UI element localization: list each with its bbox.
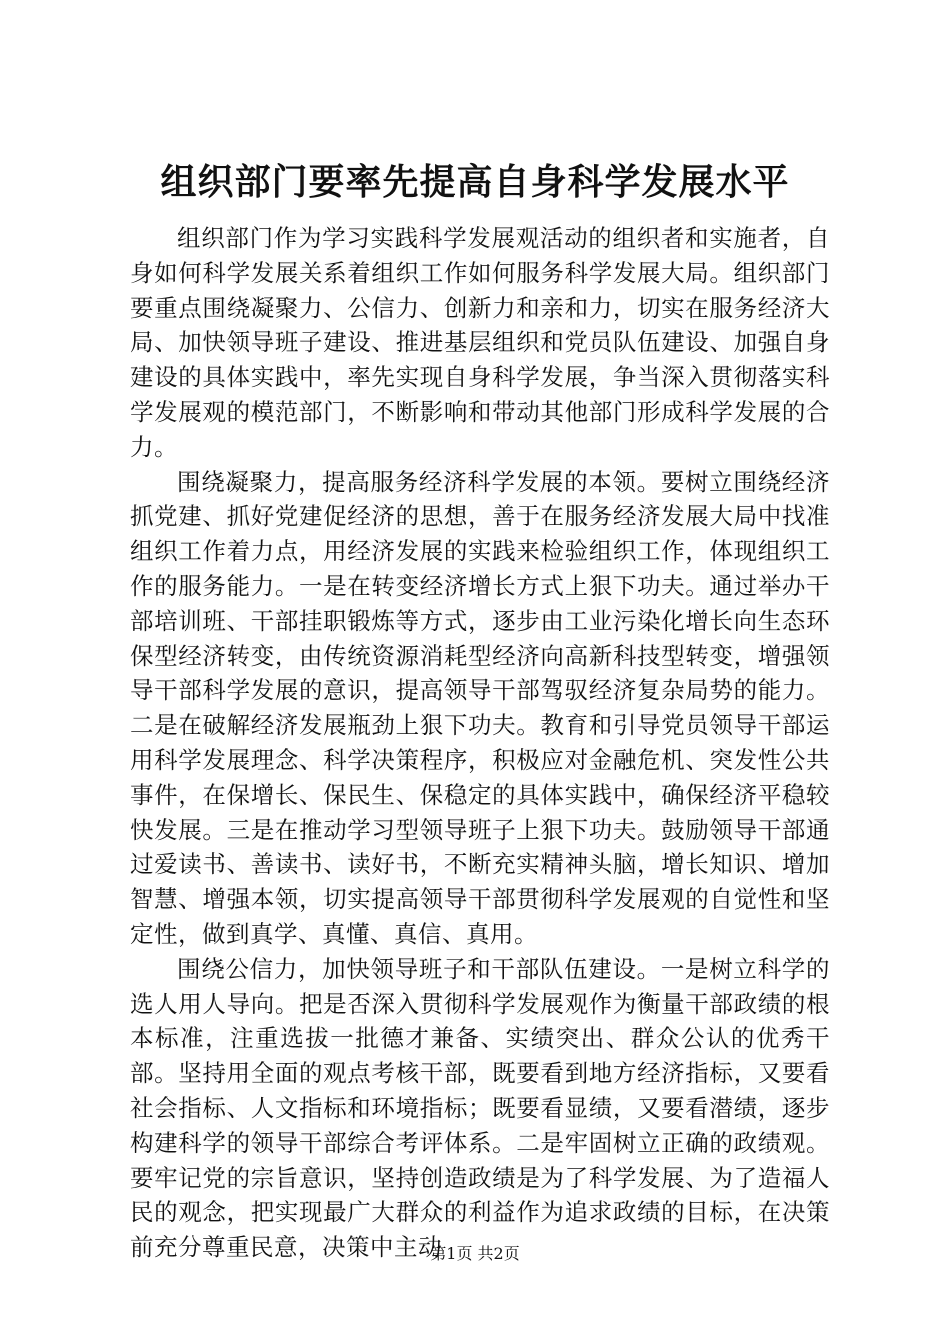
paragraph-intro: 组织部门作为学习实践科学发展观活动的组织者和实施者，自身如何科学发展关系着组织工作如何服务科学发展大局。组织部门要重点围绕凝聚力、公信力、创新力和亲和力，切实在服务经济大局、加快领导班子建设、推进基层组织和党员队伍建设、加强自身建设的具体实践中，率先实现自身科学发展，争当深入贯彻落实科学发展观的模范部门，不断影响和带动其他部门形成科学发展的合力。: [130, 224, 830, 461]
document-body: [130, 221, 830, 1265]
paragraph-cohesion: 围绕凝聚力，提高服务经济科学发展的本领。要树立围绕经济抓党建、抓好党建促经济的思想，善于在服务经济发展大局中找准组织工作着力点，用经济发展的实践来检验组织工作，体现组织工作的服务能力。一是在转变经济增长方式上狠下功夫。通过举办干部培训班、干部挂职锻炼等方式，逐步由工业污染化增长向生态环保型经济转变，由传统资源消耗型经济向高新科技型转变，增强领导干部科学发展的意识，提高领导干部驾驭经济复杂局势的能力。二是在破解经济发展瓶劲上狠下功夫。教育和引导党员领导干部运用科学发展理念、科学决策程序，积极应对金融危机、突发性公共事件，在保增长、保民生、保稳定的具体实践中，确保经济平稳较快发展。三是在推动学习型领导班子上狠下功夫。鼓励领导干部通过爱读书、善读书、读好书，不断充实精神头脑，增长知识、增加智慧、增强本领，切实提高领导干部贯彻科学发展观的自觉性和坚定性，做到真学、真懂、真信、真用。: [130, 467, 830, 948]
page-footer: 第1页 共2页: [430, 1244, 520, 1263]
paragraph-credibility: 围绕公信力，加快领导班子和干部队伍建设。一是树立科学的选人用人导向。把是否深入贯彻科学发展观作为衡量干部政绩的根本标准，注重选拔一批德才兼备、实绩突出、群众公认的优秀干部。坚持用全面的观点考核干部，既要看到地方经济指标，又要看社会指标、人文指标和环境指标；既要看显绩，又要看潜绩，逐步构建科学的领导干部综合考评体系。二是牢固树立正确的政绩观。要牢记党的宗旨意识，坚持创造政绩是为了科学发展、为了造福人民的观念，把实现最广大群众的利益作为追求政绩的目标，在决策前充分尊重民意，决策中主动: [130, 954, 830, 1262]
document-title: 组织部门要率先提高自身科学发展水平: [160, 161, 790, 203]
